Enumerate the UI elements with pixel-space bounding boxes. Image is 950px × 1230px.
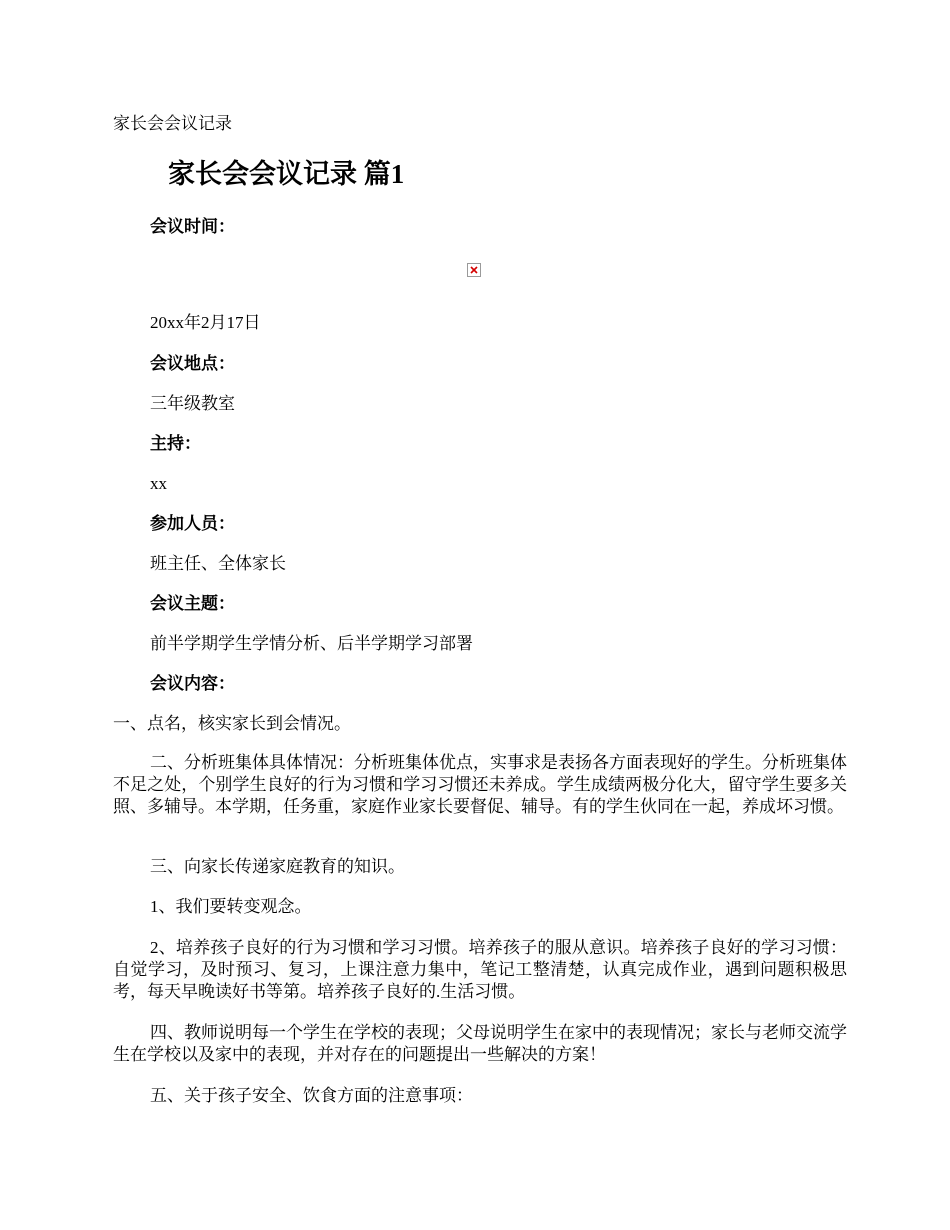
field-value-host: xx	[150, 474, 167, 493]
field-value-meeting-place: 三年级教室	[150, 394, 235, 413]
content-paragraph-5: 2、培养孩子良好的行为习惯和学习习惯。培养孩子的服从意识。培养孩子良好的学习习惯：自觉学习，及时预习、复习，上课注意力集中，笔记工整清楚，认真完成作业，遇到问题积极思考，每天早晚读好书等第。培养孩子良好的.生活习惯。	[113, 938, 847, 1001]
field-value-attendees: 班主任、全体家长	[150, 554, 286, 573]
content-paragraph-6: 四、教师说明每一个学生在学校的表现；父母说明学生在家中的表现情况；家长与老师交流学生在学校以及家中的表现，并对存在的问题提出一些解决的方案！	[113, 1023, 847, 1064]
content-paragraph-7: 五、关于孩子安全、饮食方面的注意事项：	[150, 1086, 473, 1105]
broken-image-icon	[467, 263, 481, 277]
field-label-content: 会议内容：	[150, 674, 235, 693]
field-label-host: 主持：	[150, 434, 201, 453]
field-label-meeting-place: 会议地点：	[150, 354, 235, 373]
field-label-topic: 会议主题：	[150, 594, 235, 613]
field-value-meeting-time: 20xx年2月17日	[150, 313, 261, 332]
content-paragraph-1: 一、点名，核实家长到会情况。	[113, 714, 351, 733]
field-label-meeting-time: 会议时间：	[150, 217, 235, 236]
field-label-attendees: 参加人员：	[150, 514, 235, 533]
section-heading: 家长会会议记录 篇1	[168, 159, 405, 189]
content-paragraph-4: 1、我们要转变观念。	[150, 897, 312, 916]
content-paragraph-3: 三、向家长传递家庭教育的知识。	[150, 857, 405, 876]
field-value-topic: 前半学期学生学情分析、后半学期学习部署	[150, 634, 473, 653]
content-paragraph-2: 二、分析班集体具体情况：分析班集体优点，实事求是表扬各方面表现好的学生。分析班集体不足之处，个别学生良好的行为习惯和学习习惯还未养成。学生成绩两极分化大，留守学生要多关照、多辅导。本学期，任务重，家庭作业家长要督促、辅导。有的学生伙同在一起，养成坏习惯。	[113, 753, 847, 816]
document-title: 家长会会议记录	[113, 114, 232, 133]
